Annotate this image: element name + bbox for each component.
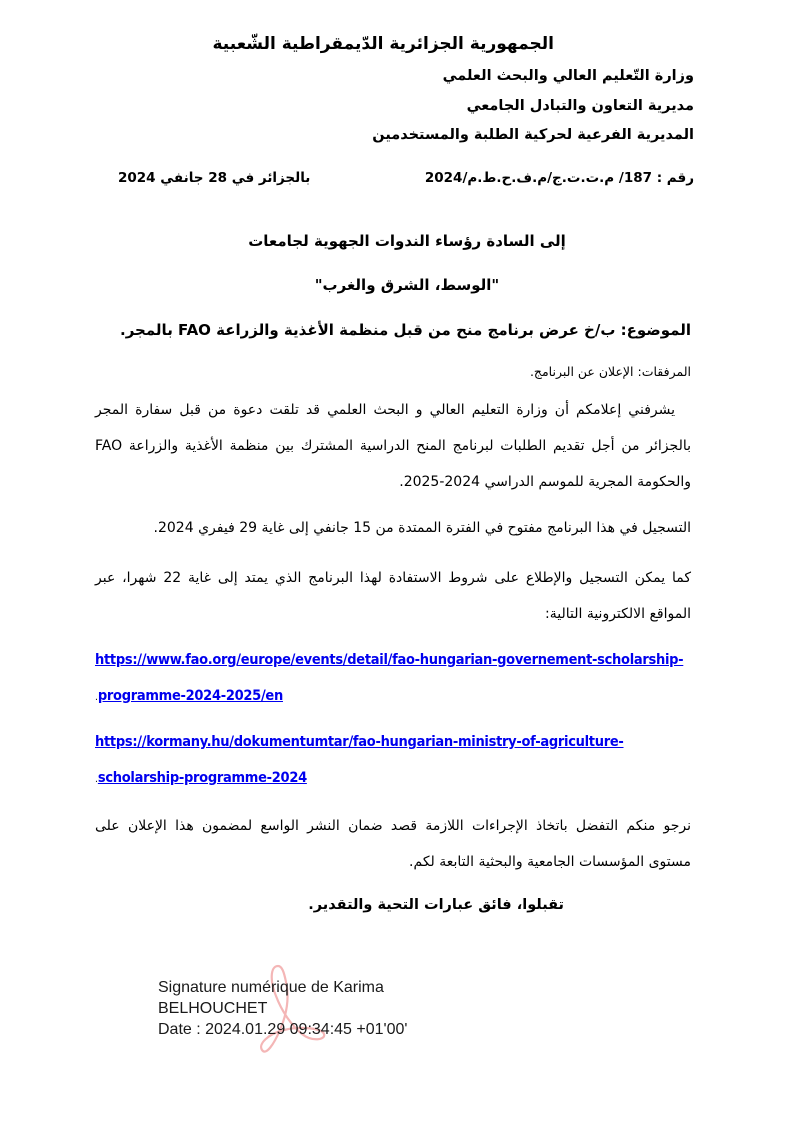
signature-line-2: BELHOUCHET xyxy=(158,1000,268,1017)
subject-line: الموضوع: ب/خ عرض برنامج منح من قبل منظمة الأغذية والزراعة FAO بالمجر. xyxy=(120,321,691,339)
link-block-2 xyxy=(95,724,624,798)
header-directorate: مديرية التعاون والتبادل الجامعي xyxy=(466,98,694,114)
body-paragraph-1 xyxy=(95,392,691,500)
signature-line-1: Signature numérique de Karima xyxy=(158,979,384,996)
signature-date: Date : 2024.01.29 09:34:45 +01'00' xyxy=(158,1021,408,1038)
reference-number: رقم : 187/ م.ت.ت.ج/م.ف.ح.ط.م/2024 xyxy=(424,170,694,186)
body-paragraph-4 xyxy=(95,808,691,880)
header-country: الجمهورية الجزائرية الدّيمقراطية الشّعبية xyxy=(212,34,554,54)
link-1-dot: . xyxy=(95,692,98,703)
paragraph-1-line-3: والحكومة المجرية للموسم الدراسي 2024-2025. xyxy=(399,474,691,490)
reference-place-date: بالجزائر في 28 جانفي 2024 xyxy=(118,170,311,186)
link-block-1 xyxy=(95,642,683,716)
digital-signature[interactable] xyxy=(158,977,407,1040)
header-subdirectorate: المديرية الفرعية لحركية الطلبة والمستخدمين xyxy=(372,127,694,143)
body-paragraph-3 xyxy=(95,560,691,632)
paragraph-1-line-2: بالجزائر من أجل تقديم الطلبات لبرنامج المنح الدراسية المشترك بين منظمة الأغذية والزراعة FAO xyxy=(95,438,691,454)
addressee-line-1: إلى السادة رؤساء الندوات الجهوية لجامعات xyxy=(248,232,566,250)
link-kormany-line-2[interactable]: scholarship-programme-2024 xyxy=(97,770,307,786)
paragraph-1-line-1: يشرفني إعلامكم أن وزارة التعليم العالي و البحث العلمي قد تلقت دعوة من قبل سفارة المجر xyxy=(95,402,675,418)
paragraph-3-line-2: المواقع الالكترونية التالية: xyxy=(545,606,691,622)
paragraph-4-line-2: مستوى المؤسسات الجامعية والبحثية التابعة لكم. xyxy=(409,854,691,870)
paragraph-4-line-1: نرجو منكم التفضل باتخاذ الإجراءات اللازمة قصد ضمان النشر الواسع لمضمون هذا الإعلان على xyxy=(95,818,691,834)
header-ministry: وزارة التّعليم العالي والبحث العلمي xyxy=(442,68,694,84)
addressee-line-2: "الوسط، الشرق والغرب" xyxy=(314,276,500,294)
link-kormany-line-1[interactable]: https://kormany.hu/dokumentumtar/fao-hungarian-ministry-of-agriculture- xyxy=(95,734,624,750)
closing-salutation: تقبلوا، فائق عبارات التحية والتقدير. xyxy=(308,897,564,913)
attachments-line: المرفقات: الإعلان عن البرنامج. xyxy=(529,364,691,379)
link-fao-line-1[interactable]: https://www.fao.org/europe/events/detail/fao-hungarian-governement-scholarship- xyxy=(95,652,684,668)
link-fao-line-2[interactable]: programme-2024-2025/en xyxy=(97,688,283,704)
link-2-dot: . xyxy=(95,774,98,785)
body-paragraph-2: التسجيل في هذا البرنامج مفتوح في الفترة الممتدة من 15 جانفي إلى غاية 29 فيفري 2024. xyxy=(153,520,691,536)
paragraph-3-line-1: كما يمكن التسجيل والإطلاع على شروط الاستفادة لهذا البرنامج الذي يمتد إلى غاية 22 شهرا، عبر xyxy=(95,570,691,586)
